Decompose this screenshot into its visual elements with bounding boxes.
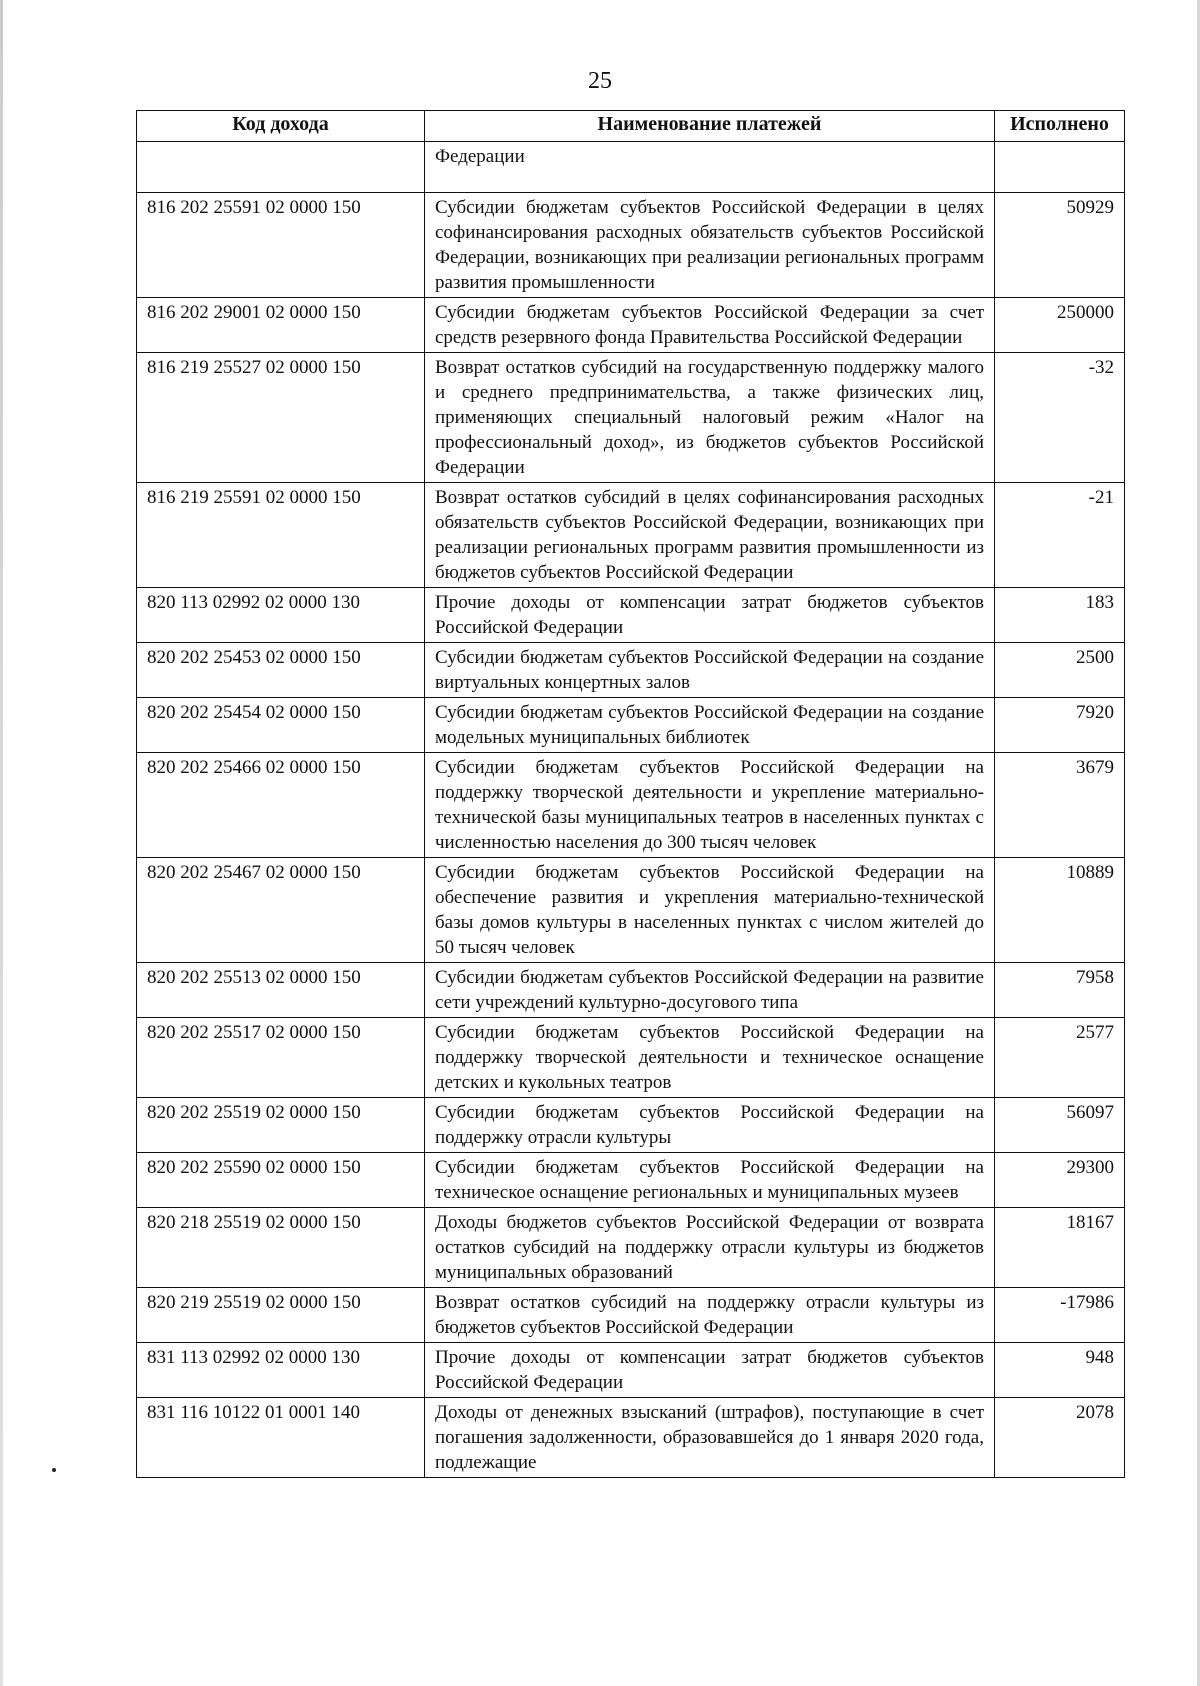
income-code-cell: 820 219 25519 02 0000 150: [137, 1288, 425, 1343]
table-row: [137, 298, 1125, 353]
income-code-cell: 820 202 25519 02 0000 150: [137, 1098, 425, 1153]
executed-amount-cell: -21: [995, 483, 1125, 588]
income-code-cell: 820 202 25453 02 0000 150: [137, 643, 425, 698]
executed-amount-cell: -32: [995, 353, 1125, 483]
payment-name-cell: Прочие доходы от компенсации затрат бюджетов субъектов Российской Федерации: [425, 588, 995, 643]
income-code-cell: 820 202 25513 02 0000 150: [137, 963, 425, 1018]
table-row: [137, 643, 1125, 698]
payment-name-cell: Субсидии бюджетам субъектов Российской Федерации на обеспечение развития и укрепления материально-технической базы домов культуры в населенных пунктах с числом жителей до 50 тысяч человек: [425, 858, 995, 963]
income-code-cell: 820 202 25467 02 0000 150: [137, 858, 425, 963]
executed-amount-cell: -17986: [995, 1288, 1125, 1343]
payment-name-cell: Субсидии бюджетам субъектов Российской Федерации на техническое оснащение региональных и муниципальных музеев: [425, 1153, 995, 1208]
income-code-cell: 820 202 25590 02 0000 150: [137, 1153, 425, 1208]
payment-name-cell: Федерации: [425, 142, 995, 193]
payment-name-cell: Субсидии бюджетам субъектов Российской Федерации за счет средств резервного фонда Правительства Российской Федерации: [425, 298, 995, 353]
payment-name-cell: Возврат остатков субсидий в целях софинансирования расходных обязательств субъектов Российской Федерации, возникающих при реализации региональных программ развития промышленности из бюджетов субъектов Российской Федерации: [425, 483, 995, 588]
income-code-cell: 831 113 02992 02 0000 130: [137, 1343, 425, 1398]
executed-amount-cell: 2500: [995, 643, 1125, 698]
income-code-cell: 816 219 25591 02 0000 150: [137, 483, 425, 588]
executed-amount-cell: 10889: [995, 858, 1125, 963]
table-row: [137, 1288, 1125, 1343]
table-row: [137, 963, 1125, 1018]
payment-name-cell: Субсидии бюджетам субъектов Российской Федерации на развитие сети учреждений культурно-досугового типа: [425, 963, 995, 1018]
payment-name-cell: Прочие доходы от компенсации затрат бюджетов субъектов Российской Федерации: [425, 1343, 995, 1398]
executed-amount-cell: 7958: [995, 963, 1125, 1018]
payment-name-cell: Возврат остатков субсидий на государственную поддержку малого и среднего предпринимательства, а также физических лиц, применяющих специальный налоговый режим «Налог на профессиональный доход», из бюджетов субъектов Российской Федерации: [425, 353, 995, 483]
payment-name-cell: Доходы бюджетов субъектов Российской Федерации от возврата остатков субсидий на поддержку отрасли культуры из бюджетов муниципальных образований: [425, 1208, 995, 1288]
income-code-cell: 816 202 29001 02 0000 150: [137, 298, 425, 353]
table-row: [137, 1153, 1125, 1208]
table-row: [137, 698, 1125, 753]
payment-name-cell: Доходы от денежных взысканий (штрафов), поступающие в счет погашения задолженности, образовавшейся до 1 января 2020 года, подлежащие: [425, 1398, 995, 1478]
table-row: [137, 858, 1125, 963]
payment-name-cell: Возврат остатков субсидий на поддержку отрасли культуры из бюджетов субъектов Российской Федерации: [425, 1288, 995, 1343]
income-code-cell: 820 218 25519 02 0000 150: [137, 1208, 425, 1288]
scan-edge-left: [0, 0, 3, 1686]
payment-name-cell: Субсидии бюджетам субъектов Российской Федерации на создание виртуальных концертных залов: [425, 643, 995, 698]
income-code-cell: 831 116 10122 01 0001 140: [137, 1398, 425, 1478]
payment-name-cell: Субсидии бюджетам субъектов Российской Федерации на поддержку творческой деятельности и укрепление материально-технической базы муниципальных театров в населенных пунктах с численностью населения до 300 тысяч человек: [425, 753, 995, 858]
table-row: [137, 142, 1125, 193]
executed-amount-cell: 250000: [995, 298, 1125, 353]
payment-name-cell: Субсидии бюджетам субъектов Российской Федерации на создание модельных муниципальных библиотек: [425, 698, 995, 753]
income-code-cell: 816 219 25527 02 0000 150: [137, 353, 425, 483]
header-name: Наименование платежей: [425, 111, 995, 142]
scan-mark: [52, 1468, 56, 1472]
table-row: [137, 1343, 1125, 1398]
table-row: [137, 1398, 1125, 1478]
executed-amount-cell: 2078: [995, 1398, 1125, 1478]
payment-name-cell: Субсидии бюджетам субъектов Российской Федерации в целях софинансирования расходных обязательств субъектов Российской Федерации, возникающих при реализации региональных программ развития промышленности: [425, 193, 995, 298]
income-code-cell: 820 202 25517 02 0000 150: [137, 1018, 425, 1098]
table-row: [137, 483, 1125, 588]
executed-amount-cell: 29300: [995, 1153, 1125, 1208]
income-code-cell: 820 202 25454 02 0000 150: [137, 698, 425, 753]
table-row: [137, 753, 1125, 858]
table-row: [137, 588, 1125, 643]
income-code-cell: 820 113 02992 02 0000 130: [137, 588, 425, 643]
revenue-table: [136, 110, 1125, 1478]
executed-amount-cell: 50929: [995, 193, 1125, 298]
income-code-cell: [137, 142, 425, 193]
executed-amount-cell: [995, 142, 1125, 193]
table-row: [137, 1018, 1125, 1098]
table-row: [137, 1098, 1125, 1153]
executed-amount-cell: 18167: [995, 1208, 1125, 1288]
income-code-cell: 816 202 25591 02 0000 150: [137, 193, 425, 298]
table-header-row: [137, 111, 1125, 142]
executed-amount-cell: 183: [995, 588, 1125, 643]
header-amount: Исполнено: [995, 111, 1125, 142]
table-row: [137, 353, 1125, 483]
executed-amount-cell: 7920: [995, 698, 1125, 753]
payment-name-cell: Субсидии бюджетам субъектов Российской Федерации на поддержку творческой деятельности и техническое оснащение детских и кукольных театров: [425, 1018, 995, 1098]
table-row: [137, 1208, 1125, 1288]
table-row: [137, 193, 1125, 298]
executed-amount-cell: 948: [995, 1343, 1125, 1398]
page-number: 25: [588, 68, 612, 94]
executed-amount-cell: 2577: [995, 1018, 1125, 1098]
payment-name-cell: Субсидии бюджетам субъектов Российской Федерации на поддержку отрасли культуры: [425, 1098, 995, 1153]
header-code: Код дохода: [137, 111, 425, 142]
table-body: [137, 142, 1125, 1478]
income-code-cell: 820 202 25466 02 0000 150: [137, 753, 425, 858]
executed-amount-cell: 3679: [995, 753, 1125, 858]
executed-amount-cell: 56097: [995, 1098, 1125, 1153]
